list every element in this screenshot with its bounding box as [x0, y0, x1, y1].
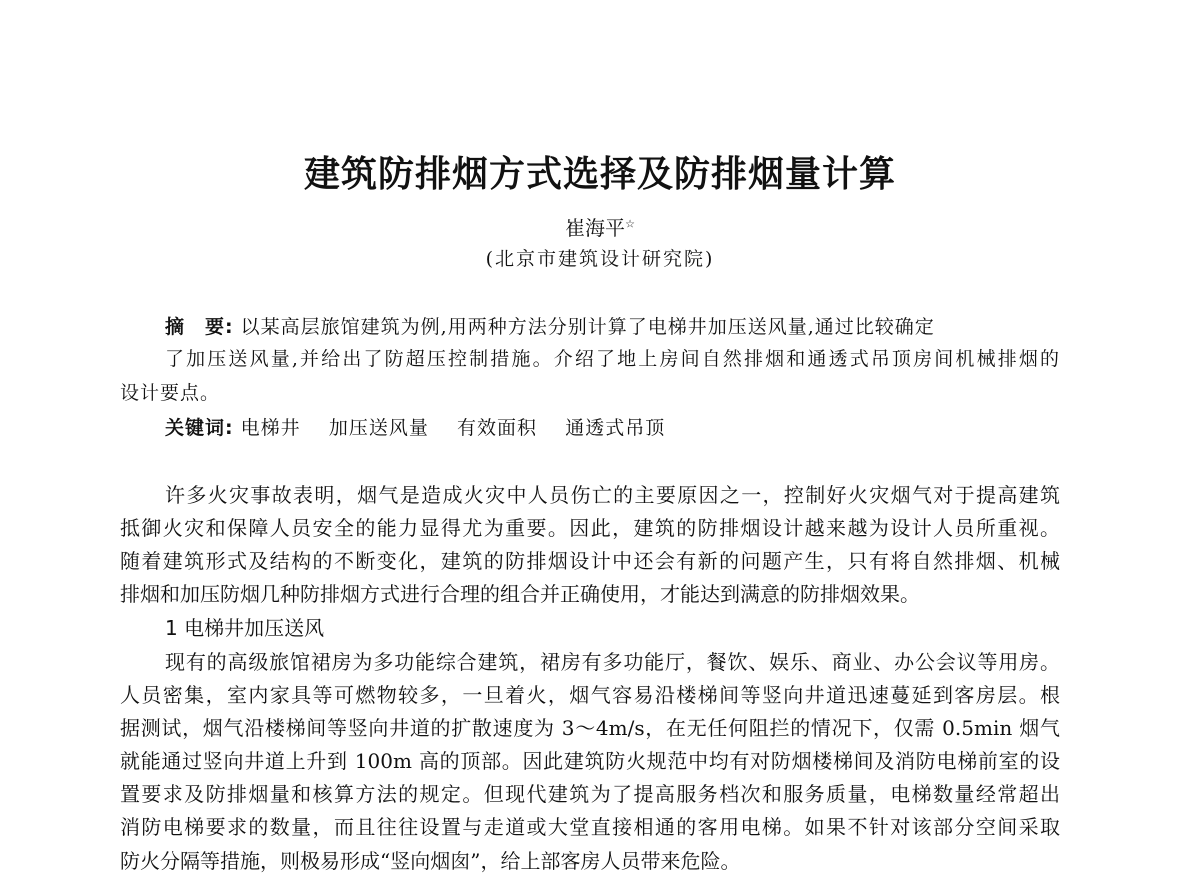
keyword: 电梯井: [240, 417, 301, 439]
intro-line: 排烟和加压防烟几种防排烟方式进行合理的组合并正确使用，才能达到满意的防排烟效果。: [120, 582, 920, 606]
abstract-text: 以某高层旅馆建筑为例,用两种方法分别计算了电梯井加压送风量,通过比较确定: [240, 316, 935, 338]
keyword: 加压送风量: [328, 417, 429, 439]
affiliation: (北京市建筑设计研究院): [485, 248, 715, 270]
author-name: 崔海平: [565, 216, 626, 240]
intro-line: 随着建筑形式及结构的不断变化，建筑的防排烟设计中还会有新的问题产生，只有将自然排烟、机械: [120, 549, 1060, 573]
body-line: 防火分隔等措施，则极易形成“竖向烟囱”，给上部客房人员带来危险。: [120, 849, 741, 873]
intro-line: 抵御火灾和保障人员安全的能力显得尤为重要。因此，建筑的防排烟设计越来越为设计人员所重视。: [120, 516, 1060, 540]
abstract-line-1: [165, 314, 1010, 340]
keywords: [165, 415, 665, 441]
body-line: 现有的高级旅馆裙房为多功能综合建筑，裙房有多功能厅，餐饮、娱乐、商业、办公会议等用房。: [165, 650, 1060, 674]
abstract-line-2: 了加压送风量,并给出了防超压控制措施。介绍了地上房间自然排烟和通透式吊顶房间机械排烟的: [165, 348, 1060, 370]
author: [0, 212, 1200, 241]
abstract-label: 摘 要:: [165, 316, 234, 338]
body-line: 人员密集，室内家具等可燃物较多，一旦着火，烟气容易沿楼梯间等竖向井道迅速蔓延到客房层。根: [120, 683, 1060, 707]
body-line: 置要求及防排烟量和核算方法的规定。但现代建筑为了提高服务档次和服务质量，电梯数量经常超出: [120, 782, 1060, 806]
keyword: 有效面积: [457, 417, 538, 439]
author-mark: ☆: [625, 217, 635, 231]
intro-line: 许多火灾事故表明，烟气是造成火灾中人员伤亡的主要原因之一，控制好火灾烟气对于提高建筑: [165, 483, 1060, 507]
keywords-label: 关键词:: [165, 417, 234, 439]
body-line: 就能通过竖向井道上升到 100m 高的顶部。因此建筑防火规范中均有对防烟楼梯间及消防电梯前室的设: [120, 749, 1060, 773]
section-heading: 1 电梯井加压送风: [165, 616, 325, 640]
paper-title: 建筑防排烟方式选择及防排烟量计算: [303, 154, 896, 195]
keyword: 通透式吊顶: [565, 417, 666, 439]
body-line: 据测试，烟气沿楼梯间等竖向井道的扩散速度为 3～4m/s，在无任何阻拦的情况下，仅需 0.5min 烟气: [120, 716, 1060, 740]
body-line: 消防电梯要求的数量，而且往往设置与走道或大堂直接相通的客用电梯。如果不针对该部分空间采取: [120, 815, 1060, 839]
abstract-line-3: 设计要点。: [120, 382, 221, 404]
